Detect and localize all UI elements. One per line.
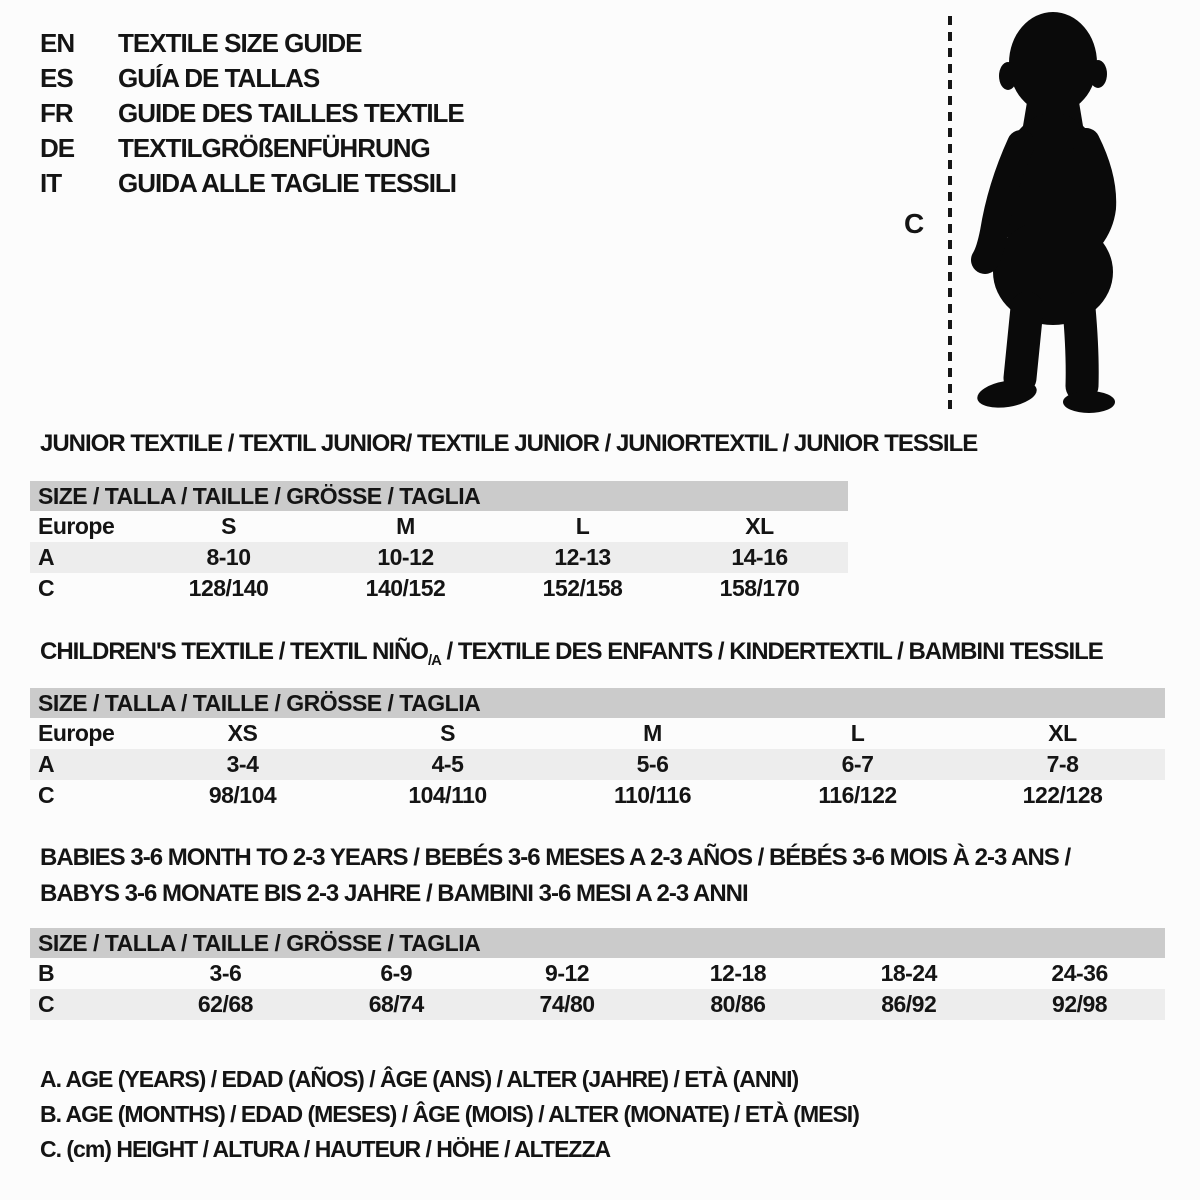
table-cell: 98/104: [208, 782, 277, 808]
row-label: B: [38, 960, 55, 986]
language-code: ES: [40, 63, 73, 93]
table-cell: 8-10: [206, 544, 251, 570]
table-cell: 14-16: [731, 544, 788, 570]
row-label: C: [38, 991, 55, 1017]
language-title-list: [40, 26, 464, 201]
table-cell: 116/122: [818, 782, 897, 808]
row-label: C: [38, 782, 55, 808]
row-label: A: [38, 544, 55, 570]
language-row-de: [40, 131, 464, 166]
table-row-europe: [30, 511, 848, 542]
table-cell: L: [850, 720, 865, 746]
size-header-row: [30, 481, 848, 511]
language-row-en: [40, 26, 464, 61]
size-header-label: SIZE / TALLA / TAILLE / GRÖSSE / TAGLIA: [30, 928, 1165, 958]
language-code: FR: [40, 98, 73, 128]
height-measure-c-label: C: [904, 208, 925, 239]
table-row-height: [30, 780, 1165, 811]
legend-line-c: C. (cm) HEIGHT / ALTURA / HAUTEUR / HÖHE / ALTEZZA: [40, 1136, 611, 1162]
children-heading-suffix: / TEXTILE DES ENFANTS / KINDERTEXTIL / BAMBINI TESSILE: [440, 638, 1103, 665]
junior-section-heading: JUNIOR TEXTILE / TEXTIL JUNIOR/ TEXTILE JUNIOR / JUNIORTEXTIL / JUNIOR TESSILE: [40, 430, 978, 457]
babies-heading-line2: BABYS 3-6 MONATE BIS 2-3 JAHRE / BAMBINI 3-6 MESI A 2-3 ANNI: [40, 880, 748, 907]
table-row-age: [30, 749, 1165, 780]
size-header-label: SIZE / TALLA / TAILLE / GRÖSSE / TAGLIA: [30, 688, 1165, 718]
table-cell: XL: [1048, 720, 1077, 746]
table-cell: 152/158: [542, 575, 623, 601]
language-title: GUIDA ALLE TAGLIE TESSILI: [118, 168, 457, 198]
table-cell: 110/116: [613, 782, 692, 808]
table-cell: 6-9: [380, 960, 413, 986]
row-label: Europe: [38, 513, 115, 539]
table-cell: L: [575, 513, 590, 539]
size-header-row: [30, 928, 1165, 958]
table-cell: M: [643, 720, 662, 746]
language-row-fr: [40, 96, 464, 131]
height-dashed-line: [948, 16, 952, 414]
babies-heading-line1: BABIES 3-6 MONTH TO 2-3 YEARS / BEBÉS 3-6 MESES A 2-3 AÑOS / BÉBÉS 3-6 MOIS À 2-3 ANS /: [40, 844, 1071, 871]
babies-section-heading: [40, 840, 1070, 912]
table-cell: 122/128: [1022, 782, 1103, 808]
junior-size-table: [30, 481, 848, 604]
children-heading-prefix: CHILDREN'S TEXTILE / TEXTIL NIÑO: [40, 638, 428, 665]
table-cell: XL: [745, 513, 774, 539]
table-cell: 86/92: [881, 991, 937, 1017]
table-cell: 12-18: [709, 960, 767, 986]
language-code: DE: [40, 133, 75, 163]
table-cell: 7-8: [1046, 751, 1079, 777]
table-cell: 3-4: [226, 751, 259, 777]
table-cell: 68/74: [368, 991, 424, 1017]
table-row-europe: [30, 718, 1165, 749]
language-row-it: [40, 166, 464, 201]
table-cell: S: [440, 720, 455, 746]
table-cell: 74/80: [539, 991, 595, 1017]
children-section-heading: [40, 638, 1103, 669]
table-row-months: [30, 958, 1165, 989]
table-cell: S: [221, 513, 236, 539]
row-label: Europe: [38, 720, 115, 746]
language-row-es: [40, 61, 464, 96]
table-cell: 140/152: [365, 575, 446, 601]
table-cell: 10-12: [377, 544, 434, 570]
size-header-row: [30, 688, 1165, 718]
row-label: A: [38, 751, 55, 777]
table-cell: 24-36: [1051, 960, 1108, 986]
table-cell: 80/86: [710, 991, 766, 1017]
table-row-height: [30, 573, 848, 604]
language-title: GUIDE DES TAILLES TEXTILE: [118, 98, 464, 128]
children-size-table: [30, 688, 1165, 811]
table-cell: 5-6: [636, 751, 669, 777]
table-cell: 3-6: [209, 960, 242, 986]
baby-silhouette-icon: [962, 10, 1138, 414]
table-cell: 18-24: [880, 960, 937, 986]
table-cell: 104/110: [408, 782, 487, 808]
table-cell: 6-7: [841, 751, 874, 777]
language-code: IT: [40, 168, 62, 198]
table-cell: 9-12: [545, 960, 590, 986]
table-cell: 62/68: [197, 991, 253, 1017]
size-header-label: SIZE / TALLA / TAILLE / GRÖSSE / TAGLIA: [30, 481, 848, 511]
table-row-height: [30, 989, 1165, 1020]
table-cell: 92/98: [1052, 991, 1108, 1017]
children-heading-subscript: /A: [427, 652, 441, 669]
language-title: TEXTILGRÖßENFÜHRUNG: [118, 133, 430, 163]
table-cell: XS: [227, 720, 258, 746]
table-row-age: [30, 542, 848, 573]
table-cell: M: [396, 513, 415, 539]
babies-size-table: [30, 928, 1165, 1020]
language-title: GUÍA DE TALLAS: [118, 63, 320, 93]
table-cell: 128/140: [188, 575, 269, 601]
legend: [40, 1062, 859, 1167]
legend-line-a: A. AGE (YEARS) / EDAD (AÑOS) / ÂGE (ANS) / ALTER (JAHRE) / ETÀ (ANNI): [40, 1066, 799, 1092]
legend-line-b: B. AGE (MONTHS) / EDAD (MESES) / ÂGE (MOIS) / ALTER (MONATE) / ETÀ (MESI): [40, 1101, 859, 1127]
table-cell: 4-5: [431, 751, 464, 777]
language-title: TEXTILE SIZE GUIDE: [118, 28, 362, 58]
table-cell: 12-13: [554, 544, 611, 570]
row-label: C: [38, 575, 55, 601]
language-code: EN: [40, 28, 75, 58]
table-cell: 158/170: [719, 575, 800, 601]
